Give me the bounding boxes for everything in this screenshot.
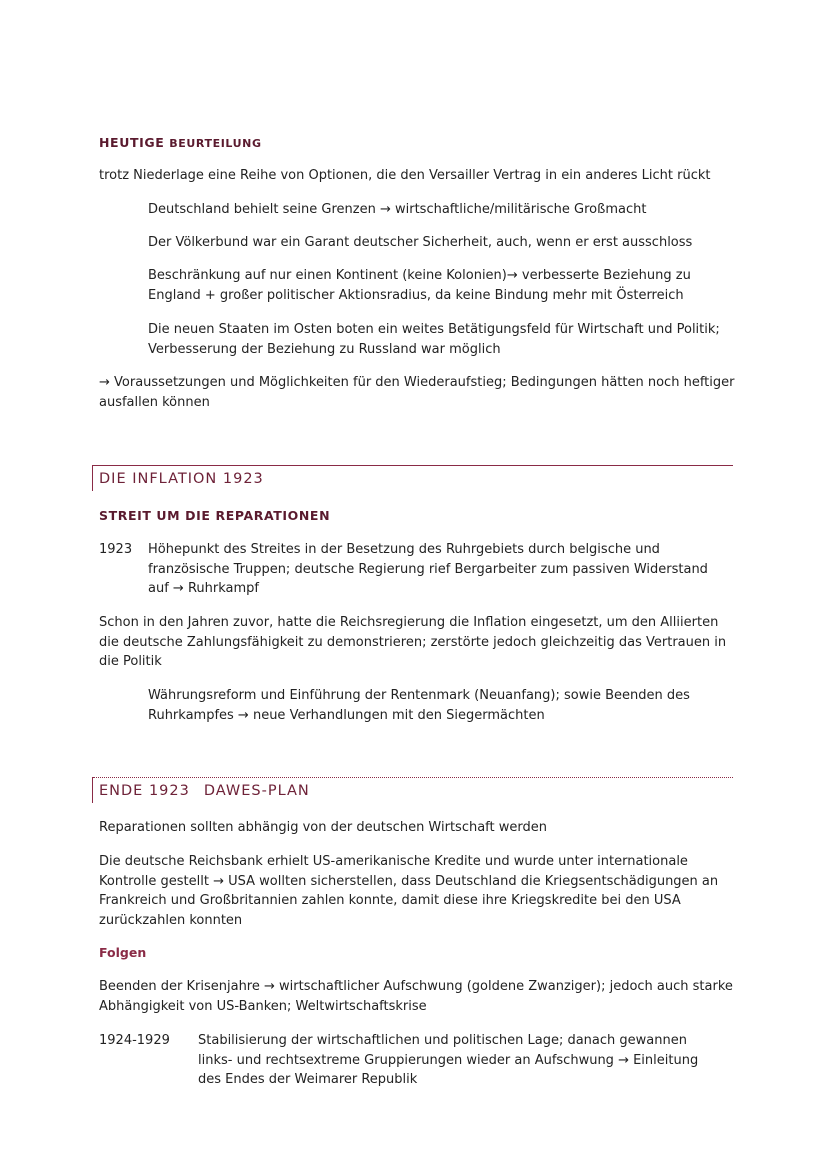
entry-1924-1929-text: Stabilisierung der wirtschaftlichen und politischen Lage; danach gewannen links- und rechtsextreme Gruppierungen wieder an Aufschwung → Einleitung des Endes der Weimarer Republik <box>198 1033 699 1087</box>
inflation-indented: Währungsreform und Einführung der Rentenmark (Neuanfang); sowie Beenden des Ruhrkampfes → neue Verhandlungen mit den Siegermächten <box>148 688 690 723</box>
conclusion-paragraph: → Voraussetzungen und Möglichkeiten für den Wiederaufstieg; Bedingungen hätten noch heftiger ausfallen können <box>99 375 735 410</box>
heading-word-1: HEUTIGE <box>99 135 165 150</box>
section-title-dawes <box>99 783 310 799</box>
dawes-p1: Reparationen sollten abhängig von der deutschen Wirtschaft werden <box>99 820 547 835</box>
subheading-folgen: Folgen <box>99 945 147 960</box>
section-title-inflation: DIE INFLATION 1923 <box>99 471 264 487</box>
subheading-reparationen: STREIT UM DIE REPARATIONEN <box>99 508 331 523</box>
year-1924-1929: 1924-1929 <box>99 1033 170 1048</box>
year-1923: 1923 <box>99 542 133 557</box>
heading-heutige-beurteilung <box>99 135 262 150</box>
section-rule <box>93 465 733 466</box>
point-4: Die neuen Staaten im Osten boten ein weites Betätigungsfeld für Wirtschaft und Politik; Verbesserung der Beziehung zu Russland war möglich <box>148 322 720 357</box>
section-inflation <box>92 465 733 491</box>
entry-1923-text: Höhepunkt des Streites in der Besetzung des Ruhrgebiets durch belgische und französische Truppen; deutsche Regierung rief Bergarbeiter zum passiven Widerstand auf → Ruhrkampf <box>148 542 708 596</box>
folgen-paragraph: Beenden der Krisenjahre → wirtschaftlicher Aufschwung (goldene Zwanziger); jedoch auch starke Abhängigkeit von US-Banken; Weltwirtschaftskrise <box>99 979 733 1014</box>
section-title-date: ENDE 1923 <box>99 783 190 799</box>
point-1: Deutschland behielt seine Grenzen → wirtschaftliche/militärische Großmacht <box>148 202 647 217</box>
intro-paragraph: trotz Niederlage eine Reihe von Optionen, die den Versailler Vertrag in ein anderes Licht rückt <box>99 168 711 183</box>
inflation-paragraph: Schon in den Jahren zuvor, hatte die Reichsregierung die Inflation eingesetzt, um den Alliierten die deutsche Zahlungsfähigkeit zu demonstrieren; zerstörte jedoch gleichzeitig das Vertrauen in die Politik <box>99 615 727 669</box>
section-dawes <box>92 777 733 803</box>
point-3: Beschränkung auf nur einen Kontinent (keine Kolonien)→ verbesserte Beziehung zu England + großer politischer Aktionsradius, da keine Bindung mehr mit Österreich <box>148 268 691 303</box>
dawes-p2: Die deutsche Reichsbank erhielt US-amerikanische Kredite und wurde unter internationale Kontrolle gestellt → USA wollten sicherstellen, dass Deutschland die Kriegsentschädigungen an Frankreich und Großbritannien zahlen konnte, damit diese ihre Kriegskredite bei den USA zurückzahlen konnten <box>99 854 719 928</box>
section-rule-dotted <box>93 777 733 778</box>
point-2: Der Völkerbund war ein Garant deutscher Sicherheit, auch, wenn er erst ausschloss <box>148 235 693 250</box>
heading-word-2: BEURTEILUNG <box>169 137 262 150</box>
section-title-name: DAWES-PLAN <box>203 783 310 799</box>
